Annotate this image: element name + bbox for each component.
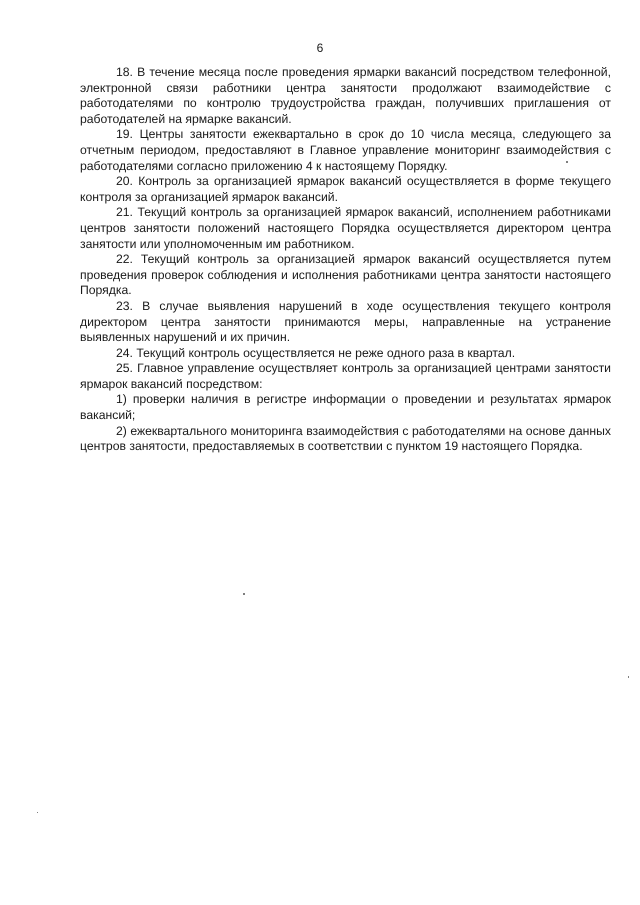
paragraph-18: 18. В течение месяца после проведения ярмарки вакансий посредством телефонной, электронной связи работники центра занятости продолжают взаимодействие с работодателями по контролю трудоустройства граждан, получивших приглашения от работодателей на ярмарке вакансий. <box>80 65 611 126</box>
paragraph-19: 19. Центры занятости ежеквартально в срок до 10 числа месяца, следующего за отчетным периодом, предоставляют в Главное управление мониторинг взаимодействия с работодателями согласно приложению 4 к настоящему Порядку. <box>80 127 611 173</box>
scan-speck <box>628 676 629 678</box>
scan-speck <box>566 161 568 163</box>
list-item-2: 2) ежеквартального мониторинга взаимодействия с работодателями на основе данных центров занятости, предоставляемых в соответствии с пунктом 19 настоящего Порядка. <box>80 423 611 454</box>
paragraph-21: 21. Текущий контроль за организацией ярмарок вакансий, исполнением работниками центров занятости положений настоящего Порядка осуществляется директором центра занятости или уполномоченным им работником. <box>80 205 611 251</box>
paragraph-24: 24. Текущий контроль осуществляется не реже одного раза в квартал. <box>116 345 516 360</box>
paragraph-23: 23. В случае выявления нарушений в ходе осуществления текущего контроля директором центра занятости принимаются меры, направленные на устранение выявленных нарушений и их причин. <box>80 298 611 345</box>
list-item-1: 1) проверки наличия в регистре информации о проведении и результатах ярмарок вакансий; <box>80 392 611 423</box>
document-body <box>80 65 611 455</box>
scan-speck <box>243 593 245 595</box>
paragraph-22: 22. Текущий контроль за организацией ярмарок вакансий осуществляется путем проведения проверок соблюдения и исполнения работниками центра занятости настоящего Порядка. <box>80 252 611 298</box>
page-number: 6 <box>316 41 324 55</box>
scan-speck <box>37 812 38 813</box>
paragraph-25: 25. Главное управление осуществляет контроль за организацией центрами занятости ярмарок вакансий посредством: <box>80 361 611 391</box>
paragraph-20: 20. Контроль за организацией ярмарок вакансий осуществляется в форме текущего контроля за организацией ярмарок вакансий. <box>80 174 611 204</box>
